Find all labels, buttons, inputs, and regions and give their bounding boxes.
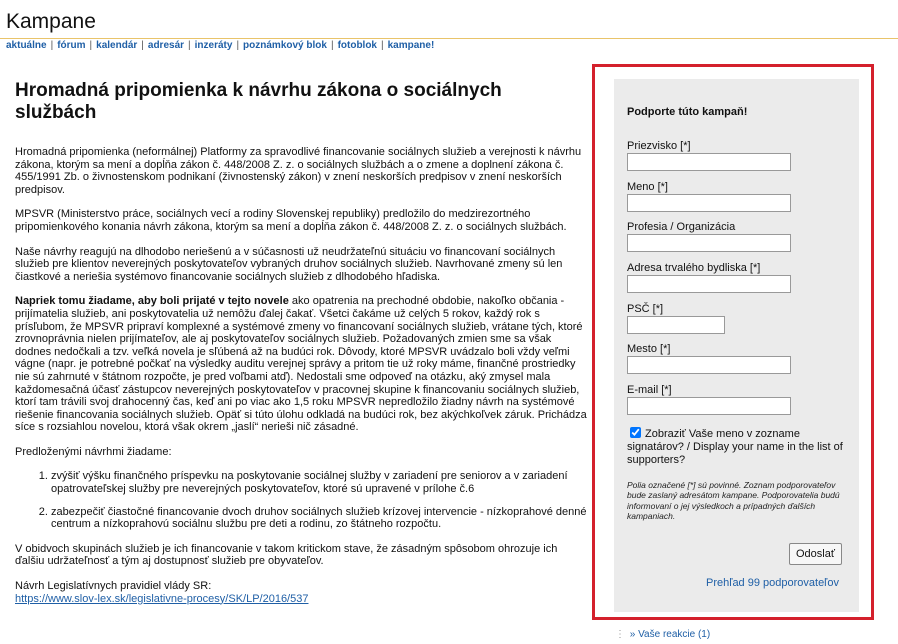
show-name-label[interactable]: Zobraziť Vaše meno v zozname signatárov? / Display your name in the list of supporters? [627, 428, 843, 466]
nav-kalendar[interactable]: kalendár [96, 40, 138, 51]
legislative-link[interactable]: https://www.slov-lex.sk/legislativne-procesy/SK/LP/2016/537 [15, 592, 309, 605]
nav-separator: | [236, 40, 240, 51]
reactions-link[interactable]: » Vaše reakcie (1) [629, 629, 711, 640]
postal-code-input[interactable] [627, 316, 725, 334]
article-paragraph: Hromadná pripomienka (neformálnej) Platformy za spravodlivé financovanie sociálnych služieb a verejnosti k návrhu zákona, ktorým sa mení a dopĺňa zákon č. 448/2008 Z. z. o sociálnych službách a o zmene a doplnení zákona č. 455/1991 Zb. o živnostenskom podnikaní (živnostenský zákon) v znení neskorších predpisov v znení neskorších predpisov. [15, 146, 582, 196]
reactions [615, 629, 710, 640]
nav-kampane[interactable]: kampane! [387, 40, 435, 51]
address-input[interactable] [627, 275, 791, 293]
top-nav [6, 40, 434, 51]
article-paragraph: MPSVR (Ministerstvo práce, sociálnych vecí a rodiny Slovenskej republiky) predložilo do medzirezortného pripomienkového konania návrh zákona, ktorým sa mení a dopĺňa zákon č. 448/2008 Z. z. o sociálnych službách. [15, 208, 567, 233]
header-divider [0, 38, 898, 39]
article-paragraph-text: ako opatrenia na prechodné obdobie, nakoľko občania - prijímatelia služieb, ani poskytovatelia už nemôžu ďalej čakať. Všetci čakáme už celých 5 rokov, každý rok s prísľubom, že MPSVR pripraví komplexné a systémové zmeny vo financovaní sociálnych služieb, vrátane tých, ktoré zrovnoprávnia nielen prijímateľov, ale aj poskytovateľov sociálnych služieb. Požadovaných zmien sme sa však dodnes nedočkali a tzv. veľká novela je sľúbená až na budúci rok. Dôvody, ktoré MPSVR uvádzalo boli vždy veľmi vágne (napr. je potrebné počkať na výsledky auditu verejnej správy a pritom tie už roky máme, finančné prostriedky nie sú zahrnuté v štátnom rozpočte, je pred voľbami atď). Nedostali sme odpoveď na otázku, aký zmysel mala každomesačná účasť zástupcov neverejných poskytovateľov v pracovnej skupine k financovaniu sociálnych služieb, ktorí tam trávili svoj drahocenný čas, keď ani po viac ako 1,5 roku MPSVR nepredložilo žiadny návrh na systémové riešenie financovania sociálnych služieb. Opäť si túto úlohu odkladá na budúci rok, bez akýchkoľvek záruk. Prichádza síce s rozsiahlou novelou, ktorá však okrem „jaslí“ nerieši nič zásadné. [15, 295, 587, 434]
nav-inzeraty[interactable]: inzeráty [194, 40, 233, 51]
article-paragraph: Naše návrhy reagujú na dlhodobo neriešenú a v súčasnosti už neudržateľnú situáciu vo financovaní sociálnych služieb pre klientov neverejných poskytovateľov vybraných druhov sociálnych služieb. Navrhované zmeny sú len čiastkové a neriešia systémovo financovanie sociálnych služieb z dlhodobého hľadiska. [15, 245, 563, 283]
article-paragraph [15, 580, 587, 605]
form-note: Polia označené [*] sú povinné. Zoznam podporovateľov bude zaslaný adresátom kampane. Podporovatelia budú informovaní o jej výsledkoch a prípadných ďalších kampaniach. [627, 480, 840, 521]
nav-adresar[interactable]: adresár [147, 40, 185, 51]
surname-input[interactable] [627, 153, 791, 171]
article [15, 80, 587, 617]
article-paragraph: V obidvoch skupinách služieb je ich financovanie v takom kritickom stave, že zásadným spôsobom ohrozuje ich ďalšiu udržateľnosť a tým aj dostupnosť služieb pre obyvateľov. [15, 542, 558, 568]
article-emphasis: Napriek tomu žiadame, aby boli prijaté v tejto novele [15, 295, 289, 308]
dots-icon: ⋮ [615, 629, 625, 640]
email-label: E-mail [*] [627, 384, 672, 396]
city-input[interactable] [627, 356, 791, 374]
nav-separator: | [89, 40, 93, 51]
article-paragraph: Predloženými návrhmi žiadame: [15, 445, 172, 458]
list-item: 2. zabezpečiť čiastočné financovanie dvoch druhov sociálnych služieb krízovej intervencie - nízkoprahové denné centrum a nízkoprahovú sociálnu službu pre deti a rodinu, zo štátneho rozpočtu. [51, 506, 587, 531]
nav-separator: | [50, 40, 54, 51]
city-label: Mesto [*] [627, 343, 671, 355]
nav-separator: | [141, 40, 144, 51]
article-title: Hromadná pripomienka k návrhu zákona o sociálnych službách [15, 80, 502, 123]
nav-separator: | [188, 40, 191, 51]
show-name-checkbox[interactable] [630, 427, 641, 438]
form-title: Podporte túto kampaň! [627, 106, 748, 118]
list-item: 1. zvýšiť výšku finančného príspevku na poskytovanie sociálnej služby v zariadení pre seniorov a v zariadení opatrovateľskej služby pre neverejných poskytovateľov, ktoré sú upravené v prílohe č.6 [51, 470, 587, 495]
support-form [614, 79, 859, 612]
article-paragraph-text: Návrh Legislatívnych pravidiel vlády SR: [15, 580, 212, 593]
show-name-option [627, 427, 852, 467]
profession-label: Profesia / Organizácia [627, 221, 736, 233]
postal-code-label: PSČ [*] [627, 303, 664, 315]
article-paragraph [15, 295, 587, 434]
supporters-link[interactable]: Prehľad 99 podporovateľov [706, 577, 840, 589]
email-input[interactable] [627, 397, 791, 415]
demands-list [15, 470, 587, 530]
address-label: Adresa trvalého bydliska [*] [627, 262, 761, 274]
nav-separator: | [381, 40, 384, 51]
site-title: Kampane [6, 10, 96, 33]
nav-poznamkovy-blok[interactable]: poznámkový blok [243, 40, 327, 51]
first-name-input[interactable] [627, 194, 791, 212]
profession-input[interactable] [627, 234, 791, 252]
nav-fotoblok[interactable]: fotoblok [337, 40, 377, 51]
surname-label: Priezvisko [*] [627, 140, 691, 152]
nav-separator: | [330, 40, 334, 51]
first-name-label: Meno [*] [627, 181, 668, 193]
nav-aktualne[interactable]: aktuálne [6, 40, 47, 51]
submit-button[interactable]: Odoslať [789, 543, 842, 565]
nav-forum[interactable]: fórum [57, 40, 86, 51]
